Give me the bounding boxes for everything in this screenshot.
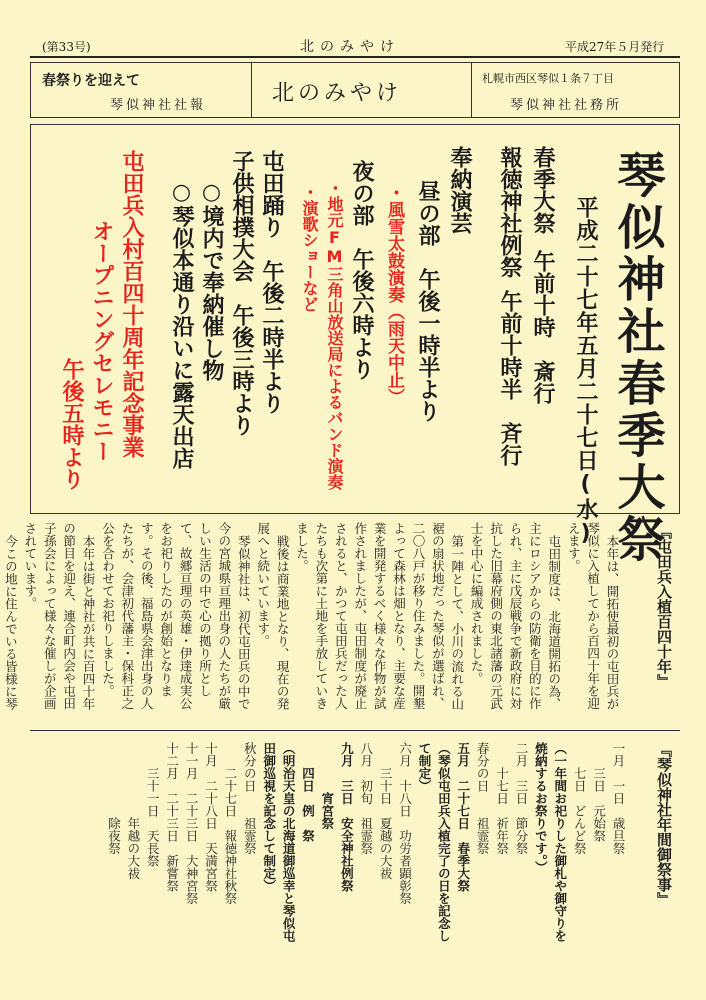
day-program-band: ・地元FM三角山放送局によるバンド演奏	[325, 180, 344, 490]
calendar-entry	[415, 742, 454, 982]
calendar-entry	[473, 742, 492, 982]
calendar-day: 三日	[513, 779, 529, 805]
article-paragraph: 戦後は商業地となり、現在の発展へと続いています。	[255, 522, 291, 710]
article-title: 『屯田兵入植百四十年』	[655, 524, 673, 689]
calendar-entry	[570, 742, 589, 982]
calendar-day: 四日	[300, 767, 316, 792]
calendar-entry	[589, 742, 608, 982]
calendar-entry	[240, 742, 259, 982]
calendar-month: 八月	[358, 742, 374, 767]
calendar-month: 五月	[455, 742, 471, 767]
masthead-bulletin: 琴似神社社報	[110, 98, 207, 113]
calendar-day: 二十三日	[164, 792, 180, 842]
calendar-event: 元始祭	[591, 804, 607, 842]
masthead-address: 札幌市西区琴似１条７丁目	[482, 72, 614, 85]
calendar-entry	[356, 742, 375, 982]
calendar-day: 三十日	[378, 767, 394, 805]
calendar-entry	[104, 742, 123, 982]
calendar-event: 祖霊祭	[242, 817, 258, 855]
masthead-divider-right	[471, 63, 472, 117]
calendar-event: 節分祭	[513, 817, 529, 855]
calendar-entry	[220, 742, 239, 982]
masthead-title: 北のみやけ	[272, 81, 403, 106]
calendar-month: 十一月	[184, 742, 200, 780]
opening-ceremony: オープニングセレモニー	[89, 220, 114, 462]
calendar-entry	[395, 742, 414, 982]
calendar-event: 報徳神社秋祭	[222, 829, 238, 905]
calendar-event: 夏越の大祓	[378, 817, 394, 880]
notice-shrine-events: ○境内で奉納催し物	[199, 180, 224, 381]
calendar-event: 歳旦祭	[611, 817, 626, 855]
masthead-divider-left	[251, 63, 252, 117]
calendar-day: 初旬	[358, 779, 374, 805]
calendar-event: 安全神社例祭	[339, 817, 355, 892]
calendar-month: 秋分の日	[242, 742, 258, 792]
article-body	[3, 522, 622, 720]
header-rule	[30, 56, 680, 58]
calendar-entry	[162, 742, 181, 982]
calendar-entry	[201, 742, 220, 982]
calendar-entry	[376, 742, 395, 982]
calendar-event: どんど祭	[572, 804, 588, 855]
calendar-day: 一日	[611, 779, 626, 805]
calendar-day: 二十八日	[203, 779, 219, 830]
calendar-note: （一年間お祀りした御札や御守りを焼納するお祭りです。）	[533, 742, 568, 942]
issue-date: 平成27年５月発行	[565, 40, 665, 54]
festival-date: 平成二十七年五月二十七日(水)	[573, 196, 598, 547]
calendar-entry	[609, 742, 628, 982]
calendar-event: 宵宮祭	[319, 792, 335, 830]
issue-number: (第33号)	[42, 40, 91, 54]
calendar-event: 功労者顕彰祭	[397, 829, 413, 905]
tonden-dance: 屯田踊り 午後二時半より	[259, 150, 284, 414]
article-paragraph: 本年は街と神社が共に百四十年の節目を迎え、連合町内会や屯田子孫会によって様々な催しが企画されています。	[22, 522, 97, 710]
day-program-enka: ・演歌ショーなど	[300, 184, 319, 312]
offering-heading: 奉納演芸	[447, 146, 472, 234]
calendar-day: 三十一日	[145, 767, 161, 817]
day-program-taiko: ・風雪太鼓演奏（雨天中止）	[384, 184, 404, 405]
calendar-rule	[30, 730, 680, 731]
calendar-entry	[337, 742, 356, 982]
article-paragraph: 第一陣として、小川の流れる山裾の扇状地だった琴似が選ばれ、二〇八戸が移り住みました。開墾よって森林は畑となり、主要な産業を開発するべく様々な作物が試作されましたが、屯田制度が廃止されると、かつて屯田兵だった人たちも次第に土地を手放していきました。	[294, 522, 465, 710]
calendar-month: 十二月	[164, 742, 180, 780]
children-sumo: 子供相撲大会 午後三時より	[229, 150, 254, 436]
calendar-entry	[492, 742, 511, 982]
calendar-month: 二月	[513, 742, 529, 767]
calendar-day: 十七日	[494, 767, 510, 805]
day-part: 昼の部 午後一時半より	[415, 180, 440, 422]
calendar-day: 二十七日	[222, 767, 238, 817]
article-paragraph: 今この地に住んでいる皆様に琴	[3, 534, 19, 710]
calendar-month: 十月	[203, 742, 219, 767]
opening-ceremony-time: 午後五時より	[59, 358, 84, 490]
festival-title: 琴似神社春季大祭	[609, 150, 665, 566]
calendar-entry	[298, 742, 317, 982]
calendar-entry	[123, 742, 142, 982]
calendar-month: 六月	[397, 742, 413, 767]
ceremony-hotoku-name: 報徳神社例祭	[497, 146, 522, 278]
calendar-entry	[259, 742, 298, 982]
article-paragraph: 琴似神社は、初代屯田兵の中で今の宮城県亘理出身の人たちが厳しい生活の中で心の拠り所として、故郷亘理の英雄・伊達成実公をお祀りしたのが創始となります。その後、福島県会津出身の人たちが、会津初代藩主・保科正之公を合わせてお祀りしました。	[100, 522, 252, 710]
calendar-entry	[182, 742, 201, 982]
calendar-event: 例 祭	[300, 804, 316, 842]
calendar-entry	[453, 742, 472, 982]
calendar-entry	[512, 742, 531, 982]
ceremony-spring-name: 春季大祭	[530, 146, 555, 234]
calendar-event: 天満宮祭	[203, 842, 219, 892]
calendar-event: 大神宮祭	[184, 854, 200, 905]
ceremony-spring-time: 午前十時 斎行	[530, 250, 555, 404]
calendar-note: （明治天皇の北海道御巡幸と琴似屯田御巡視を記念して制定）	[261, 742, 297, 942]
masthead-office: 琴似神社社務所	[510, 98, 623, 113]
calendar-event: 祖霊祭	[358, 817, 374, 855]
night-part: 夜の部 午後六時より	[349, 160, 374, 380]
calendar-event: 春季大祭	[455, 842, 471, 892]
calendar-title: 『琴似神社年間御祭事』	[655, 742, 673, 907]
calendar-event: 祈年祭	[494, 817, 510, 855]
calendar-event: 祖霊祭	[475, 817, 491, 855]
calendar-day: 七日	[572, 767, 588, 792]
calendar-event: 天長祭	[145, 829, 161, 867]
calendar-day: 二十三日	[184, 792, 200, 842]
calendar-entry	[143, 742, 162, 982]
article-paragraph: 屯田制度は、北海道開拓の為、主にロシアからの防衛を目的に作られ、主に戊辰戦争で新政府に対抗した旧幕府側の東北諸藩の元武士を中心に編成されました。	[469, 522, 562, 710]
article-paragraph: 本年は、開拓使最初の屯田兵が琴似に入植してから百四十年を迎えます。	[566, 522, 620, 710]
calendar-event: 新嘗祭	[164, 854, 180, 892]
header-center-title: 北のみやけ	[300, 39, 400, 55]
ceremony-hotoku-time: 午前十時半 斉行	[497, 290, 522, 466]
calendar-month: 九月	[339, 742, 355, 767]
calendar-month: 春分の日	[475, 742, 491, 792]
masthead-subtitle: 春祭りを迎えて	[42, 73, 140, 89]
calendar-day: 三日	[339, 779, 355, 805]
calendar-day: 三日	[591, 767, 607, 792]
calendar-day: 二十七日	[455, 779, 471, 830]
calendar-note: （琴似屯田兵入植完了の日を記念して制定）	[416, 742, 452, 942]
anniversary-project: 屯田兵入村百四十周年記念事業	[119, 150, 144, 458]
calendar-entry	[318, 742, 337, 982]
calendar-event: 除夜祭	[106, 817, 122, 855]
calendar-month: 一月	[611, 742, 626, 767]
calendar-event: 年越の大祓	[125, 817, 141, 880]
calendar-day: 十八日	[397, 779, 413, 817]
calendar-entry	[531, 742, 570, 982]
notice-street-stalls: ○琴似本通り沿いに露天出店	[169, 180, 194, 469]
calendar-list	[46, 742, 628, 982]
